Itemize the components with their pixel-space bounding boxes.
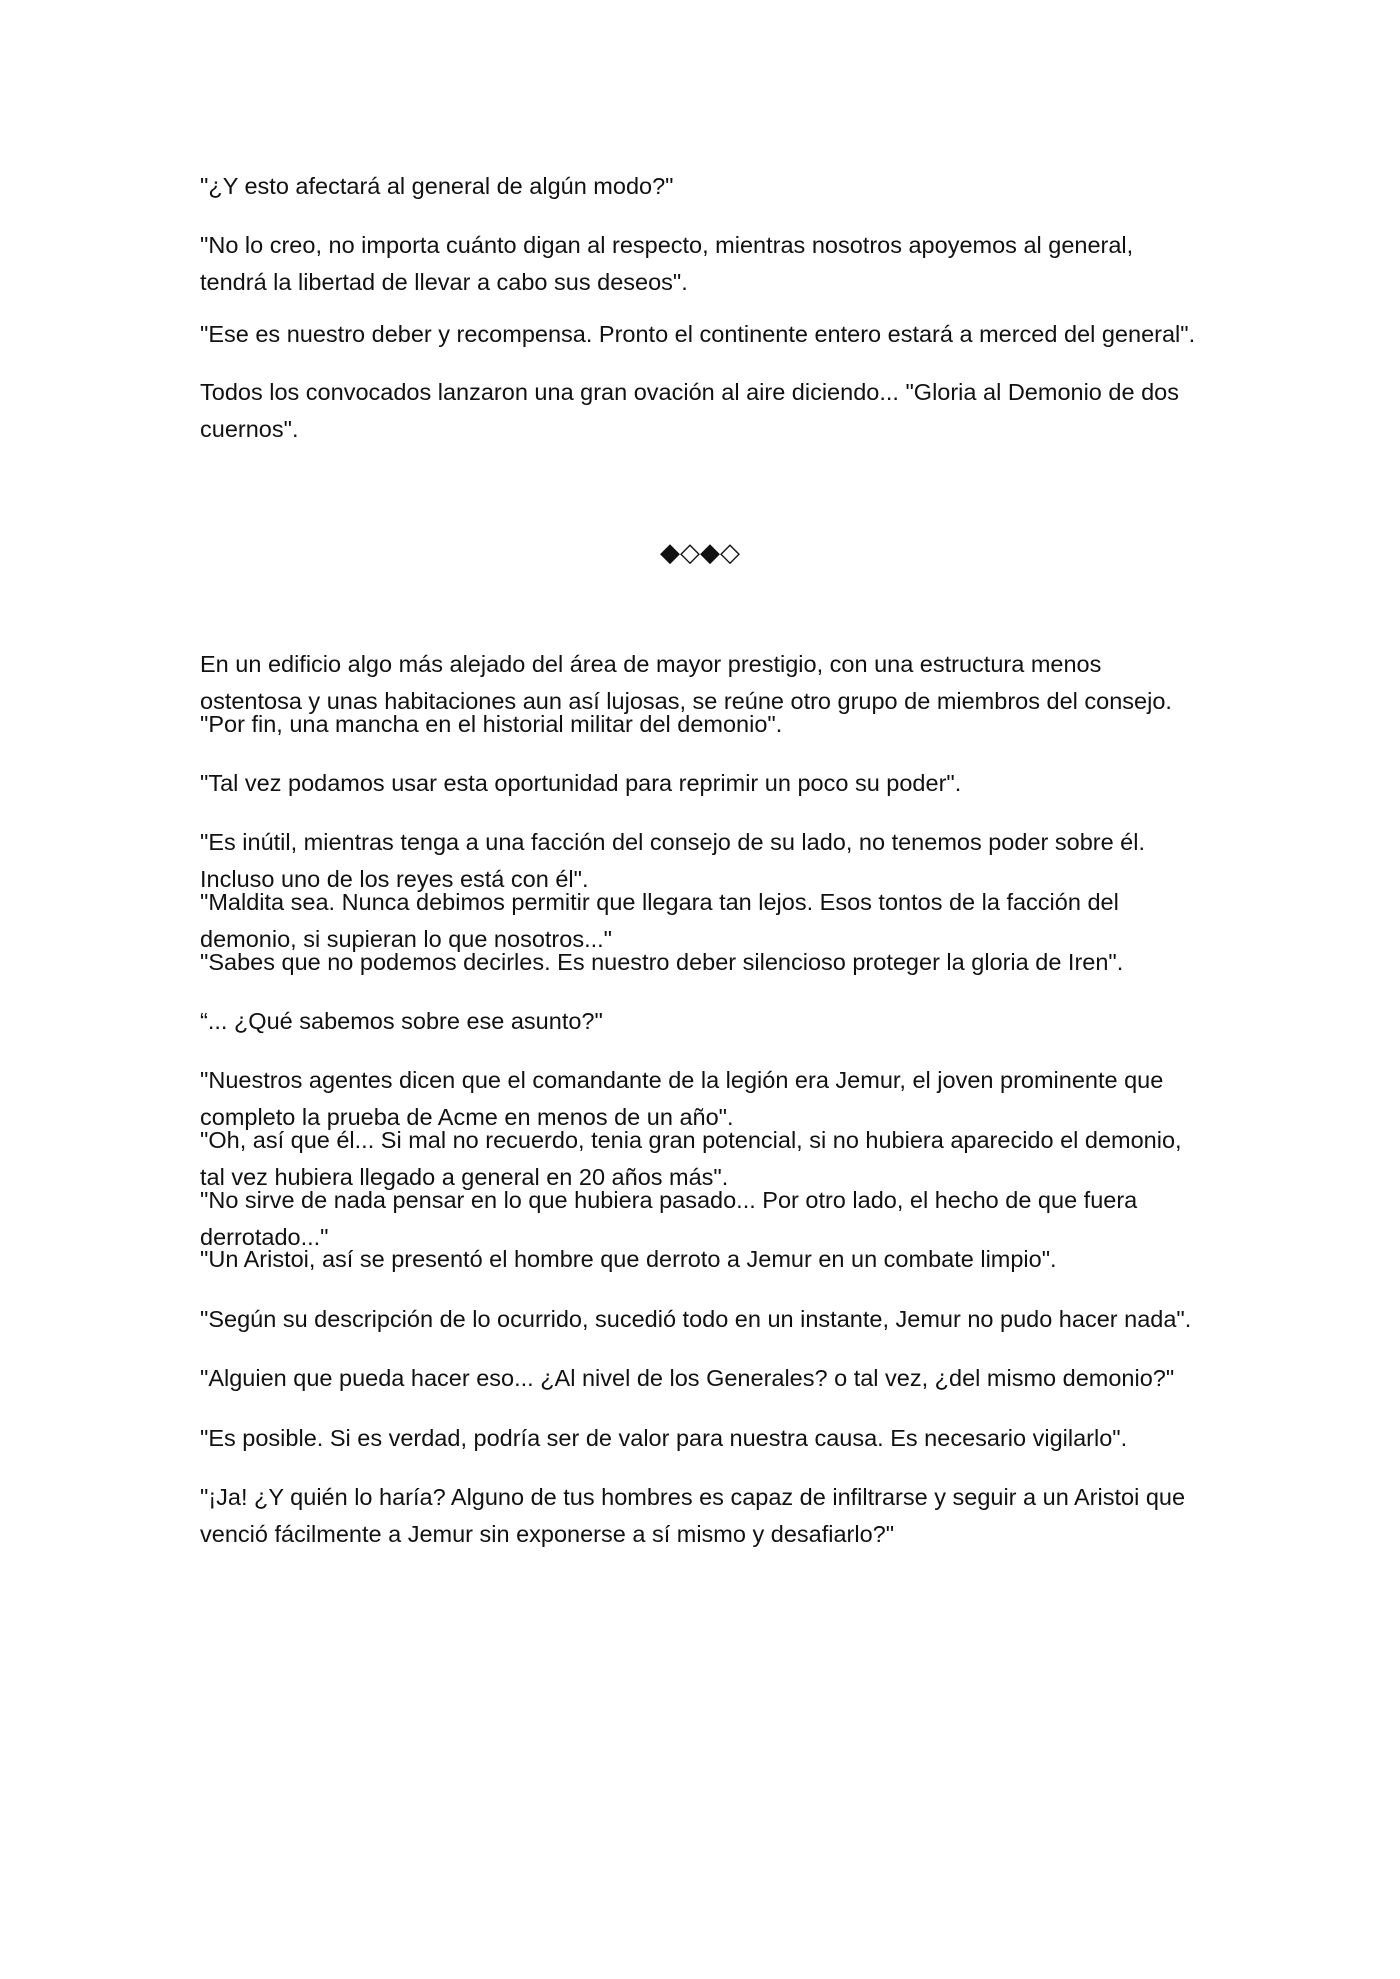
paragraph-line: tal vez hubiera llegado a general en 20 años más". [200, 1164, 729, 1190]
paragraph [200, 1360, 1174, 1397]
paragraph-line: demonio, si supieran lo que nosotros..." [200, 926, 612, 952]
paragraph [200, 765, 961, 802]
paragraph-line: "No lo creo, no importa cuánto digan al respecto, mientras nosotros apoyemos al general, [200, 232, 1134, 258]
paragraph [200, 1241, 1057, 1278]
paragraph-line: "Es inútil, mientras tenga a una facción del consejo de su lado, no tenemos poder sobre él. [200, 829, 1146, 855]
paragraph [200, 227, 1133, 301]
paragraph [200, 706, 782, 743]
paragraph-line: "Oh, así que él... Si mal no recuerdo, tenia gran potencial, si no hubiera aparecido el demonio, [200, 1127, 1182, 1153]
paragraph-line: Todos los convocados lanzaron una gran ovación al aire diciendo... "Gloria al Demonio de dos [200, 379, 1179, 405]
paragraph-line: En un edificio algo más alejado del área de mayor prestigio, con una estructura menos [200, 651, 1102, 677]
paragraph-line: completo la prueba de Acme en menos de un año". [200, 1104, 734, 1130]
paragraph [200, 1479, 1185, 1553]
paragraph-line: venció fácilmente a Jemur sin exponerse a sí mismo y desafiarlo?" [200, 1521, 895, 1547]
paragraph-line: tendrá la libertad de llevar a cabo sus deseos". [200, 269, 688, 295]
paragraph-line: "Maldita sea. Nunca debimos permitir que llegara tan lejos. Esos tontos de la facción del [200, 889, 1119, 915]
paragraph [200, 944, 1123, 981]
paragraph-line: derrotado..." [200, 1224, 329, 1250]
paragraph [200, 1420, 1127, 1457]
paragraph-line: "Por fin, una mancha en el historial militar del demonio". [200, 711, 783, 737]
paragraph-line: "Ese es nuestro deber y recompensa. Pronto el continente entero estará a merced del general". [200, 321, 1196, 347]
paragraph [200, 168, 674, 205]
paragraph [200, 374, 1179, 448]
paragraph-line: Incluso uno de los reyes está con él". [200, 866, 589, 892]
paragraph-line: "Sabes que no podemos decirles. Es nuestro deber silencioso proteger la gloria de Iren". [200, 949, 1124, 975]
paragraph [200, 1003, 603, 1040]
paragraph-line: "Tal vez podamos usar esta oportunidad para reprimir un poco su poder". [200, 770, 962, 796]
paragraph-line: "Un Aristoi, así se presentó el hombre que derroto a Jemur en un combate limpio". [200, 1246, 1057, 1272]
paragraph-line: “... ¿Qué sabemos sobre ese asunto?" [200, 1008, 603, 1034]
paragraph-line: "Nuestros agentes dicen que el comandante de la legión era Jemur, el joven prominente que [200, 1067, 1164, 1093]
paragraph-line: "¿Y esto afectará al general de algún modo?" [200, 173, 674, 199]
scene-break-separator: ◆◇◆◇ [660, 538, 740, 568]
paragraph-line: "Es posible. Si es verdad, podría ser de valor para nuestra causa. Es necesario vigilarlo". [200, 1425, 1128, 1451]
paragraph-line: "¡Ja! ¿Y quién lo haría? Alguno de tus hombres es capaz de infiltrarse y seguir a un Aristoi que [200, 1484, 1186, 1510]
paragraph [200, 1301, 1191, 1338]
paragraph-line: "No sirve de nada pensar en lo que hubiera pasado... Por otro lado, el hecho de que fuera [200, 1187, 1138, 1213]
paragraph-line: "Según su descripción de lo ocurrido, sucedió todo en un instante, Jemur no pudo hacer nada". [200, 1306, 1192, 1332]
paragraph-line: cuernos". [200, 416, 299, 442]
paragraph-line: "Alguien que pueda hacer eso... ¿Al nivel de los Generales? o tal vez, ¿del mismo demonio?" [200, 1365, 1175, 1391]
paragraph-line: ostentosa y unas habitaciones aun así lujosas, se reúne otro grupo de miembros del consejo. [200, 688, 1172, 714]
paragraph [200, 316, 1195, 353]
